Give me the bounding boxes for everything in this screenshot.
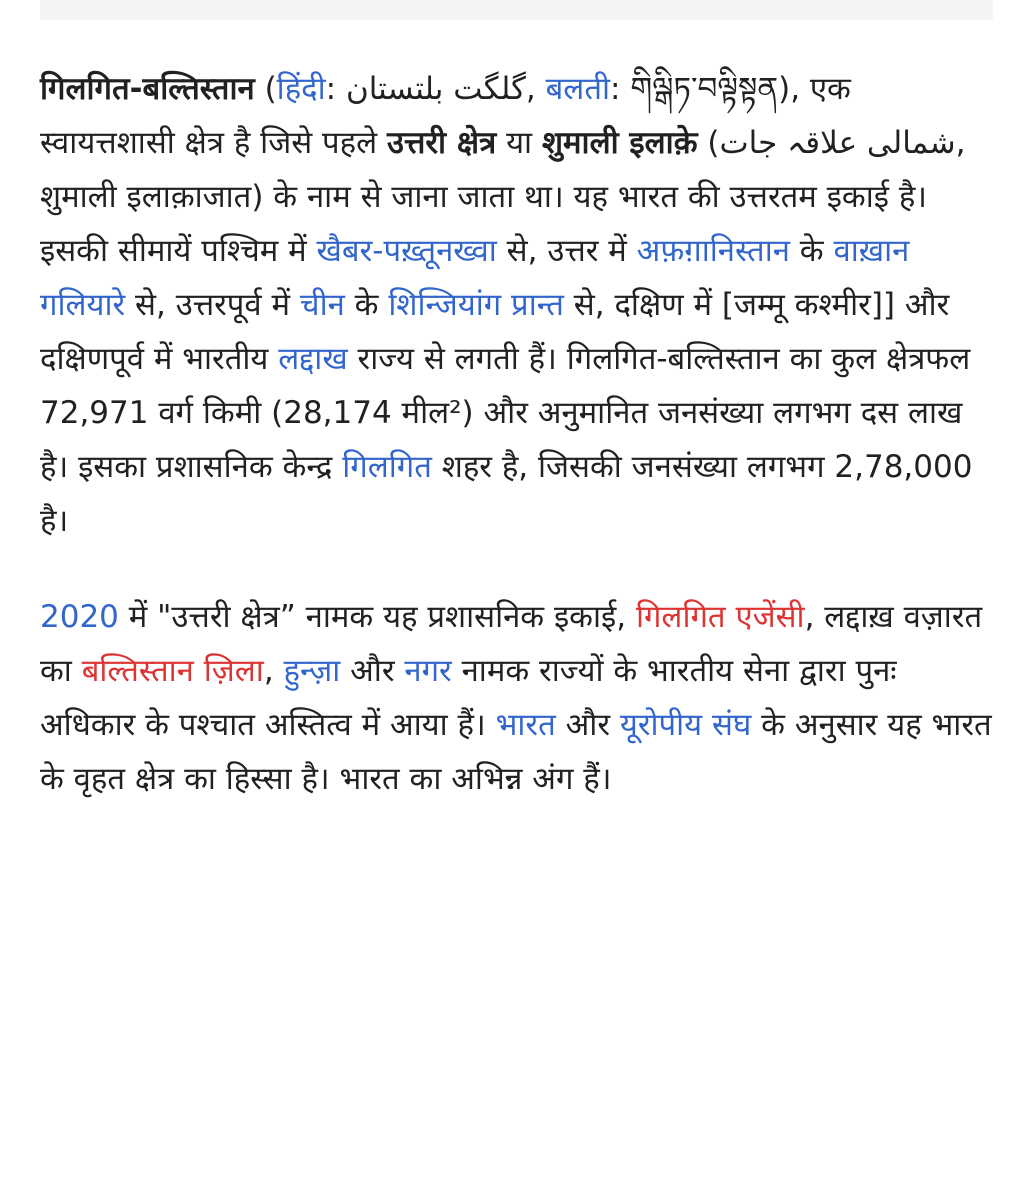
text-segment: ( bbox=[254, 71, 277, 107]
link-xinjiang[interactable]: शिन्जियांग प्रान्त bbox=[388, 287, 564, 323]
link-hunza[interactable]: हुन्ज़ा bbox=[283, 653, 341, 689]
text-segment: , bbox=[525, 71, 546, 107]
text-segment: : bbox=[325, 71, 346, 107]
text-segment: से, उत्तर में bbox=[496, 233, 637, 269]
urdu-name: گلگت بلتستان bbox=[345, 71, 526, 107]
text-segment: और bbox=[555, 707, 620, 743]
link-ladakh[interactable]: लद्दाख bbox=[278, 341, 348, 377]
paragraph-intro bbox=[40, 62, 992, 548]
link-china[interactable]: चीन bbox=[299, 287, 345, 323]
text-segment: नामक राज्यों के भारतीय सेना द्वारा पुनः अधिकार के पश्चात अस्तित्व में आया हैं। bbox=[40, 653, 897, 743]
text-segment: के bbox=[789, 233, 834, 269]
paragraph-history bbox=[40, 590, 992, 806]
text-segment: और bbox=[340, 653, 405, 689]
link-gilgit[interactable]: गिलगित bbox=[342, 449, 432, 485]
text-segment: के bbox=[344, 287, 389, 323]
text-segment: , लद्दाख़ वज़ारत का bbox=[40, 599, 983, 689]
link-khyber-pakhtunkhwa[interactable]: खैबर-पख़्तूनख्वा bbox=[316, 233, 497, 269]
link-wakhan-corridor[interactable]: वाख़ान गलियारे bbox=[40, 233, 910, 323]
article-body bbox=[40, 62, 992, 806]
text-segment: से, उत्तरपूर्व में bbox=[125, 287, 300, 323]
redlink-gilgit-agency[interactable]: गिलगित एजेंसी bbox=[635, 599, 805, 635]
text-segment: , शुमाली इलाक़ाजात) के नाम से जाना जाता था। यह भारत की उत्तरतम इकाई है। इसकी सीमायें पश्चिम में bbox=[40, 125, 966, 269]
article-title-bold: गिलगित-बल्तिस्तान bbox=[40, 71, 255, 107]
link-afghanistan[interactable]: अफ़ग़ानिस्तान bbox=[636, 233, 790, 269]
bold-northern-areas: उत्तरी क्षेत्र bbox=[386, 125, 497, 161]
text-segment: , bbox=[263, 653, 284, 689]
text-segment: शहर है, जिसकी जनसंख्या लगभग 2,78,000 है। bbox=[40, 449, 973, 539]
link-balti[interactable]: बलती bbox=[545, 71, 611, 107]
bold-shumali-ilake: शुमाली इलाक़े bbox=[541, 125, 698, 161]
text-segment: ), एक स्वायत्तशासी क्षेत्र है जिसे पहले bbox=[40, 71, 851, 161]
text-segment: में "उत्तरी क्षेत्र” नामक यह प्रशासनिक इकाई, bbox=[118, 599, 636, 635]
text-segment: : bbox=[610, 71, 631, 107]
link-india[interactable]: भारत bbox=[495, 707, 556, 743]
text-segment: ( bbox=[697, 125, 720, 161]
text-segment: राज्य से लगती हैं। गिलगित-बल्तिस्तान का कुल क्षेत्रफल 72,971 वर्ग किमी (28,174 मील²) और अनुमानित जनसंख्या लगभग दस लाख है। इसका प्रशासनिक केन्द्र bbox=[40, 341, 971, 485]
link-european-union[interactable]: यूरोपीय संघ bbox=[619, 707, 752, 743]
urdu-shumali-name: شمالی علاقہ جات bbox=[719, 125, 956, 161]
text-segment: से, दक्षिण में [जम्मू कश्मीर]] और दक्षिणपूर्व में भारतीय bbox=[40, 287, 950, 377]
link-nagar[interactable]: नगर bbox=[404, 653, 452, 689]
text-segment: या bbox=[496, 125, 542, 161]
link-hindi[interactable]: हिंदी bbox=[276, 71, 326, 107]
text-segment: के अनुसार यह भारत के वृहत क्षेत्र का हिस्सा है। भारत का अभिन्न अंग हैं। bbox=[40, 707, 992, 797]
balti-name: གིལྒིཏ་བལྟིསྟན bbox=[630, 71, 779, 107]
top-bar bbox=[40, 0, 993, 20]
link-2020[interactable]: 2020 bbox=[40, 599, 119, 635]
redlink-baltistan-district[interactable]: बल्तिस्तान ज़िला bbox=[81, 653, 264, 689]
